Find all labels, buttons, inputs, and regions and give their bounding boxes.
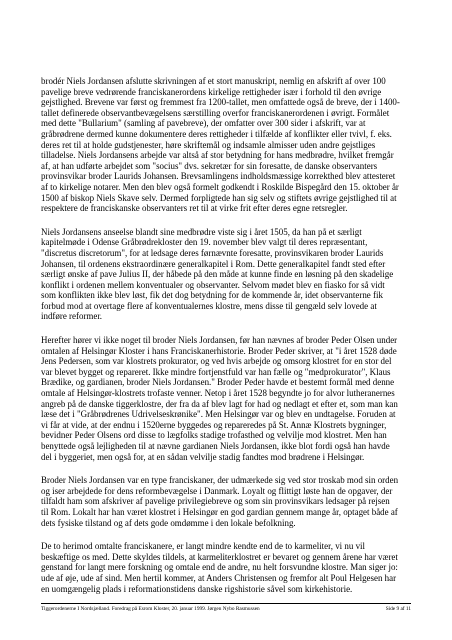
text-line: brodér Niels Jordansen afsluttе skrivningen af et stort manuskript, nemlig en afskrift af over 100 (41, 76, 386, 86)
page-number: Side 9 af 11 (385, 606, 411, 612)
text-line: dets fysiske tilstand og af dets gode omdømme i den lokale befolkning. (41, 517, 296, 528)
text-line: til Rom. Lokalt har han været klostret i Helsingør en god gardian gennem mange år, optaget både af (41, 506, 398, 517)
paragraph-4 (41, 475, 411, 528)
text-line: læse det i "Gråbrødrenes Udrivelseskrønike". Men Helsingør var og blev en undtagelse. Foruden at (41, 409, 396, 420)
text-line: 1500 af biskop Niels Skave selv. Dermed forpligtede han sig selv og stiftets øvrige gejstlighed til at (41, 192, 397, 203)
text-line: genstand for langt mere forskning og omtale end de andre, nu helt forsvundne klostre. Man siger jo: (41, 562, 398, 573)
text-line: del i byggeriet, men også for, at en sådan velvilje stadig fandtes mod brødrene i Helsingør. (41, 451, 365, 462)
footer-divider (41, 603, 411, 604)
text-line: ude af øje, ude af sind. Men hertil kommer, at Anders Christensen og fremfor alt Poul Helgesen har (41, 572, 397, 583)
paragraph-2 (41, 227, 411, 322)
text-line: deres ret til at holde gudstjenester, høre skriftemål og indsamle almisser uden andre gejstliges (41, 139, 376, 150)
text-line: benyttede også lejligheden til at nævne gardianen Niels Jordansen, ikke blot fordi også han havde (41, 441, 390, 451)
text-line: omtalen af Helsingør Kloster i hans Franciskanerhistorie. Broder Peder skriver, at "i året 1528 døde (41, 345, 397, 356)
text-line: en uomgængelig plads i reformationstidens danske rigshistorie såvel som kirkehistorie. (41, 583, 353, 594)
text-line: pavelige breve vedrørende franciskanerordens kirkelige rettigheder især i forhold til den øvrige (41, 86, 382, 97)
text-line: tilladelse. Niels Jordansens arbejde var altså af stor betydning for hans medbrødre, hvilket fremgår (41, 150, 394, 161)
text-line: som konflikten ikke blev løst, fik det dog betydning for de kommende år, idet observanterne fik (41, 290, 383, 301)
text-line: med dette "Bullarium" (samling af pavebreve), der omfatter over 300 sider i afskrift, var at (41, 118, 366, 129)
text-line: af to kirkelige notarer. Men den blev også formelt godkendt i Roskilde Bispegård den 15. oktober år (41, 181, 399, 192)
text-line: gråbrødrene dermed kunne dokumentere deres rettigheder i tilfælde af konflikter eller tvivl, f. eks. (41, 128, 392, 139)
text-line: indføre reformer. (41, 311, 103, 322)
text-line: og iser arbejdede for dens reformbevægelse i Danmark. Loyalt og flittigt løste han de opgaver, der (41, 485, 393, 496)
text-line: bevidner Peder Olsens ord disse to lægfolks stadige trofasthed og velvilje mod klostret. Men han (41, 430, 387, 441)
text-line: provinsvikar broder Laurids Johansen. Brevsamlingens indholdsmæssige korrekthed blev attesteret (41, 171, 396, 182)
paragraph-5 (41, 541, 411, 594)
text-line: konflikt i ordenen mellem konventualer og observanter. Selvom mødet blev en fiasko for så vidt (41, 279, 385, 290)
text-line: Herefter hører vi ikke noget til broder Niels Jordansen, før han nævnes af broder Peder Olsen under (41, 335, 398, 346)
text-line: tallet definerede observantbevægelsens særstilling overfor franciskanerordenen i øvrigt. Formålet (41, 107, 390, 118)
text-line: beskæftige os med. Dette skyldes tildels, at karmeliterklostret er bevaret og gennem årene har været (41, 551, 398, 562)
text-line: tilfaldt ham som afskriver af pavelige privilegiebreve og som sin provinsvikars ledsager på rejsen (41, 496, 390, 507)
text-line: kapitelmøde i Odense Gråbrødrekloster den 19. november blev valgt til deres repræsentant, (41, 237, 368, 248)
paragraph-1 (41, 76, 411, 214)
text-line: respektere de franciskanske observanters ret til at virke frit efter deres egne retsregler. (41, 203, 348, 214)
text-line: var blevet bygget og repareret. Ikke mindre fortjenstfuld var han fælle og "medprokurator", Klaus (41, 366, 391, 377)
text-line: vi får at vide, at der endnu i 1520erne byggedes og repareredes på St. Annæ Klostrets bygninger, (41, 419, 387, 430)
text-line: Brædike, og gardianen, broder Niels Jordansen." Broder Peder havde et bestemt formål med denne (41, 377, 395, 388)
text-line: Niels Jordansens anseelse blandt sine medbrødre viste sig i året 1505, da han på et særligt (41, 226, 362, 237)
text-line: angreb på de danske tiggerklostre, der fra da af blev lagt for had og nedlagt et efter et, som man kan (41, 398, 398, 409)
text-line: "discretus discretorum", for at ledsage deres førnævnte foresatte, provinsvikaren broder Laurids (41, 247, 384, 258)
text-line: omtale af Helsingør-klostrets trofaste venner. Netop i året 1528 begyndte jo for alvor lutheranernes (41, 388, 395, 399)
text-line: Johansen, til ordenens ekstraordinære generalkapitel i Rom. Dette generalkapitel fandt sted efter (41, 258, 386, 269)
text-line: De to herimod omtalte franciskanere, er langt mindre kendte end de to karmeliter, vi nu vil (41, 541, 366, 552)
text-line: særligt ønske af pave Julius II, der håbede på den måde at kunne finde en løsning på den skadelige (41, 269, 394, 280)
text-line: Jens Pedersen, som var klostrets prokurator, og ved hvis arbejde og omsorg klostret for en stor del (41, 356, 392, 367)
text-line: af, at han udførte arbejdet som "socius" dvs. sekretær for sin foresatte, de danske observanters (41, 160, 378, 171)
text-line: gejstlighed. Brevene var først og fremmest fra 1200-tallet, men omfattede også de breve, der i 1400- (41, 97, 400, 108)
text-line: forbud mod at overtage flere af konventualernes klostre, mens disse til gengæld selv lovede at (41, 300, 377, 311)
footer-citation: Tiggerordenerne I Nordsjælland. Foredrag på Esrom Kloster, 20. januar 1999. Jørgen Nybo Rasmussen (41, 606, 260, 612)
paragraph-3 (41, 335, 411, 462)
text-line: Broder Niels Jordansen var en type franciskaner, der udmærkede sig ved stor troskab mod sin orden (41, 475, 399, 486)
document-body (41, 76, 411, 607)
